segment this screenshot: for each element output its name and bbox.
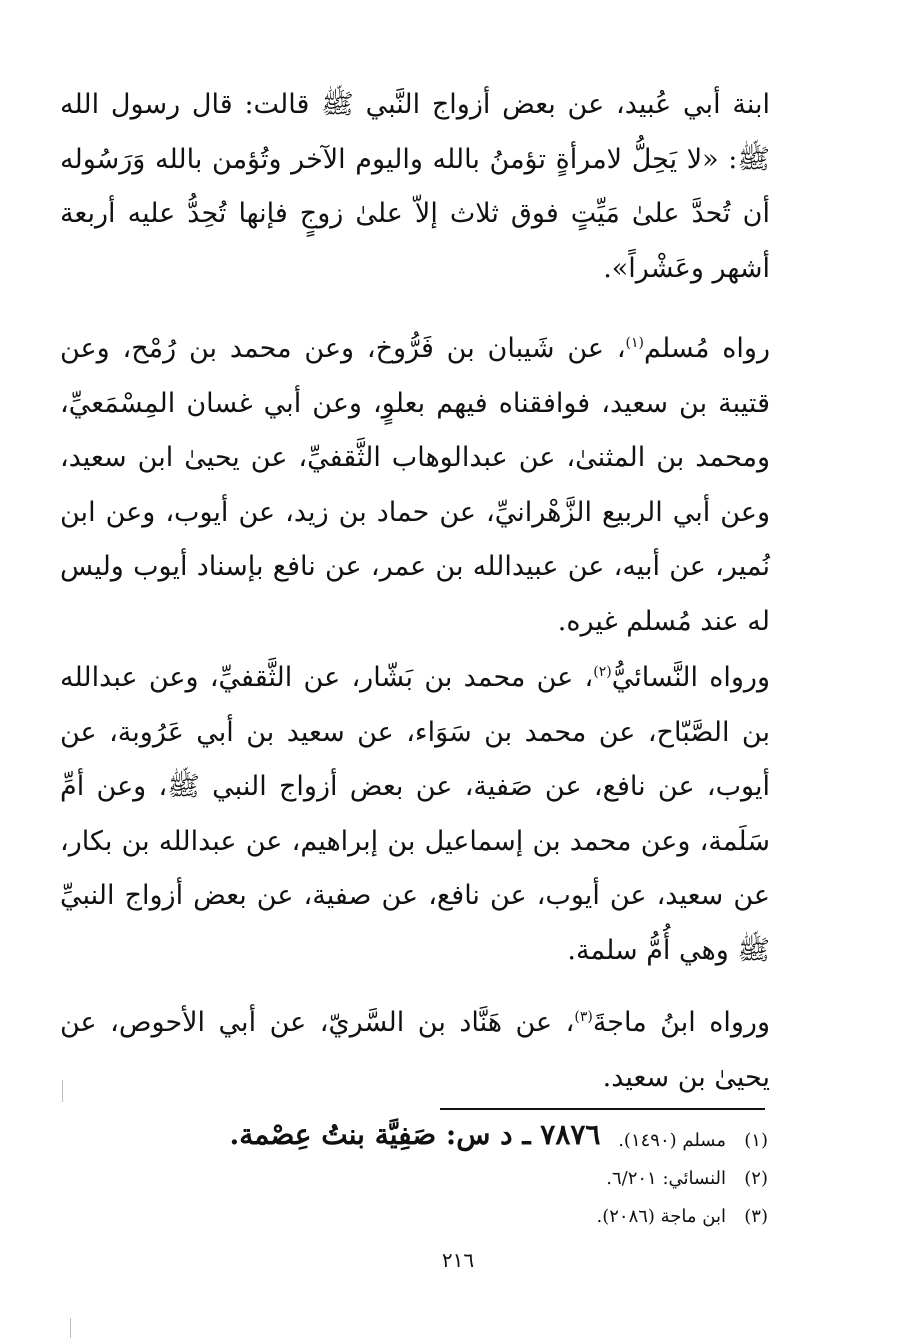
footnote-1 (440, 1122, 768, 1160)
footnote-divider (440, 1108, 765, 1110)
chain-text: عن هَنَّاد بن السَّريّ، عن أبي الأحوص، عن يحيىٰ بن سعيد. (60, 1007, 770, 1093)
footnote-number: (١) (744, 1130, 768, 1151)
footnote-number: (٣) (744, 1206, 768, 1227)
page-number: ٢١٦ (441, 1248, 475, 1272)
footnote-text: النسائي: ٦/٢٠١. (606, 1168, 726, 1189)
paragraph-ibn-majah-chain: ورواه ابنُ ماجةَ$^{(٣)}$، عن هَنَّاد بن السَّريّ، عن أبي الأحوص، عن يحيىٰ بن سعيد. (60, 1007, 771, 1093)
narrator-lead: رواه مُسلم (644, 333, 771, 364)
footnote-text: مسلم (١٤٩٠). (618, 1130, 726, 1151)
footnote-ref-3[interactable]: (٣) (574, 1009, 593, 1025)
main-text (60, 78, 770, 1163)
entry-heading: ٧٨٧٦ ـ د س: صَفِيَّة بنتُ عِصْمة. (229, 1118, 601, 1151)
scan-margin-mark (62, 1080, 63, 1102)
footnote-ref-2[interactable]: (٢) (593, 664, 612, 680)
narrator-lead: ورواه النَّسائيُّ (611, 662, 770, 693)
narrator-lead: ورواه ابنُ ماجةَ (592, 1007, 771, 1038)
footnote-3 (440, 1198, 768, 1236)
scan-margin-mark (70, 1318, 71, 1338)
footnote-number: (٢) (744, 1168, 768, 1189)
footnotes (440, 1122, 768, 1236)
footnote-ref-1[interactable]: (١) (625, 335, 645, 351)
footnote-text: ابن ماجة (٢٠٨٦). (596, 1206, 726, 1227)
paragraph-hadith-text: ابنة أبي عُبيد، عن بعض أزواج النَّبي ﷺ قالت: قال رسول الله ﷺ: «لا يَحِلُّ لامرأةٍ تؤمنُ بالله واليوم الآخر وتُؤمن بالله وَرَسُوله أن تُحدَّ علىٰ مَيِّتٍ فوق ثلاث إلاّ علىٰ زوجٍ فإنها تُحِدُّ عليه أربعة أشهر وعَشْراً». (60, 89, 770, 284)
footnote-2 (440, 1160, 768, 1198)
chain-text: عن محمد بن بَشّار، عن الثَّقفيِّ، وعن عبدالله بن الصَّبّاح، عن محمد بن سَوَاء، عن سعيد بن أبي عَرُوبة، عن أيوب، عن نافع، عن صَفية، عن بعض أزواج النبي ﷺ، وعن أمِّ سَلَمة، وعن محمد بن إسماعيل بن إبراهيم، عن عبدالله بن بكار، عن سعيد، عن أيوب، عن نافع، عن صفية، عن بعض أزواج النبيِّ ﷺ وهي أُمُّ سلمة. (60, 662, 770, 966)
paragraph-nasai-chain: ورواه النَّسائيُّ$^{(٢)}$، عن محمد بن بَشّار، عن الثَّقفيِّ، وعن عبدالله بن الصَّبّاح، عن محمد بن سَوَاء، عن سعيد بن أبي عَرُوبة، عن أيوب، عن نافع، عن صَفية، عن بعض أزواج النبي ﷺ، وعن أمِّ سَلَمة، وعن محمد بن إسماعيل بن إبراهيم، عن عبدالله بن بكار، عن سعيد، عن أيوب، عن نافع، عن صفية، عن بعض أزواج النبيِّ ﷺ وهي أُمُّ سلمة. (60, 662, 770, 966)
chain-text: عن شَيبان بن فَرُّوخ، وعن محمد بن رُمْح، وعن قتيبة بن سعيد، فوافقناه فيهم بعلوٍ، وعن أبي غسان المِسْمَعيِّ، ومحمد بن المثنىٰ، عن عبدالوهاب الثَّقفيِّ، عن يحيىٰ ابن سعيد، وعن أبي الربيع الزَّهْرانيِّ، عن حماد بن زيد، عن أيوب، وعن ابن نُمير، عن أبيه، عن عبيدالله بن عمر، عن نافع بإسناد أيوب وليس له عند مُسلم غيره. (60, 333, 770, 637)
paragraph-muslim-chain: رواه مُسلم$^{(١)}$، عن شَيبان بن فَرُّوخ، وعن محمد بن رُمْح، وعن قتيبة بن سعيد، فوافقناه فيهم بعلوٍ، وعن أبي غسان المِسْمَعيِّ، ومحمد بن المثنىٰ، عن عبدالوهاب الثَّقفيِّ، عن يحيىٰ ابن سعيد، وعن أبي الربيع الزَّهْرانيِّ، عن حماد بن زيد، عن أيوب، وعن ابن نُمير، عن أبيه، عن عبيدالله بن عمر، عن نافع بإسناد أيوب وليس له عند مُسلم غيره. (60, 333, 771, 637)
